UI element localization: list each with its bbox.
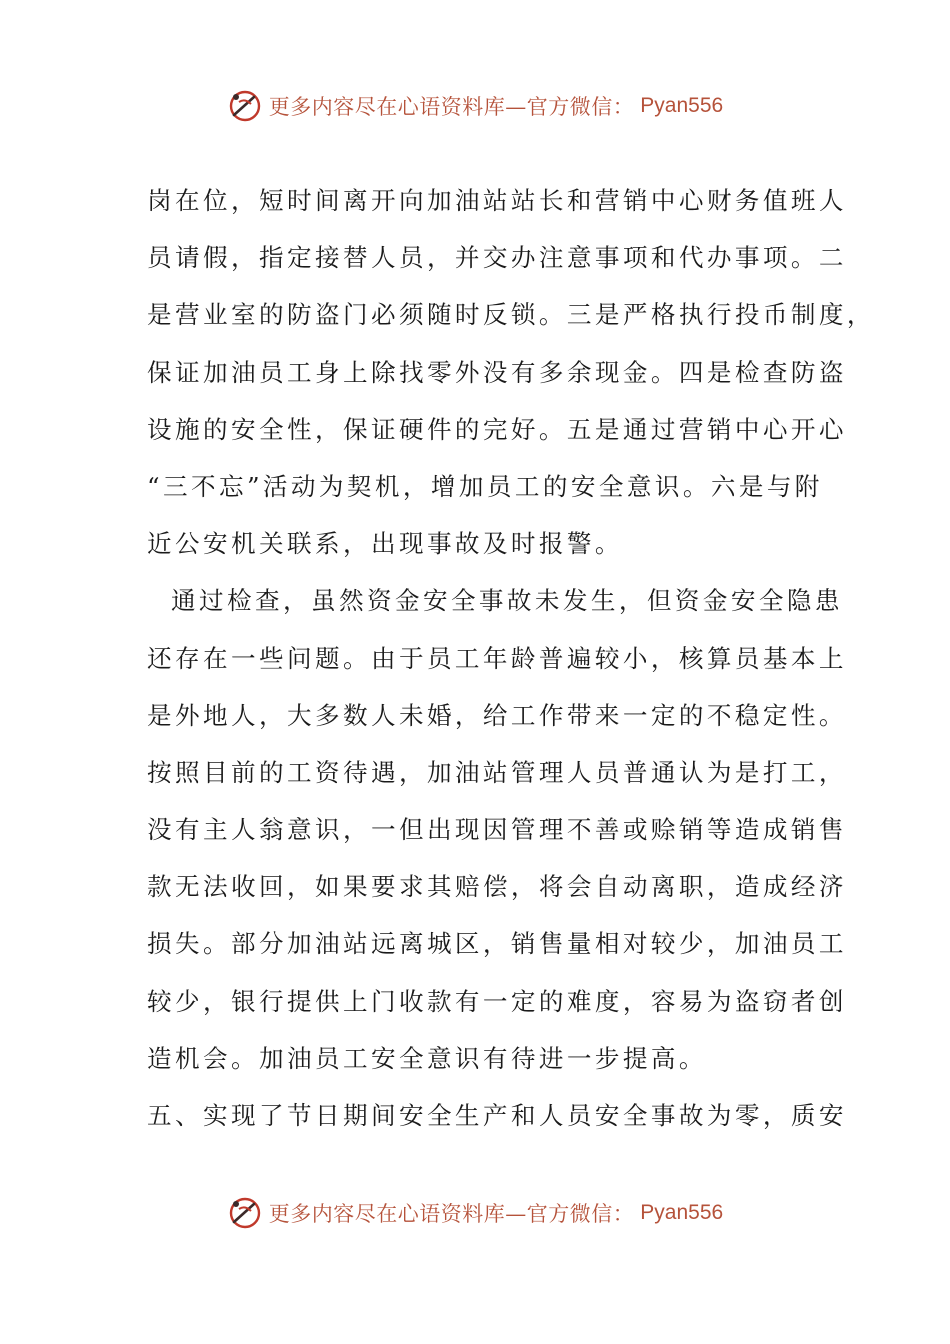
body-line: 没有主人翁意识，一但出现因管理不善或赊销等造成销售 [147,815,847,845]
body-line: 五、实现了节日期间安全生产和人员安全事故为零，质安 [147,1101,847,1130]
body-line: 近公安机关联系，出现事故及时报警。 [147,529,623,559]
body-line: 通过检查，虽然资金安全事故未发生，但资金安全隐患 [171,586,843,616]
body-line: “三不忘”活动为契机，增加员工的安全意识。六是与附 [147,471,823,501]
watermark-text: 更多内容尽在心语资料库—官方微信： [268,95,635,119]
footer-watermark [0,1193,950,1233]
watermark-logo-icon [227,1195,263,1231]
body-line: 按照目前的工资待遇，加油站管理人员普通认为是打工， [147,757,847,787]
body-line: 损失。部分加油站远离城区，销售量相对较少，加油员工 [147,929,847,959]
body-line: 设施的安全性，保证硬件的完好。五是通过营销中心开心 [147,414,847,444]
document-body [147,172,875,1144]
body-line: 岗在位，短时间离开向加油站站长和营销中心财务值班人 [147,186,847,215]
body-line: 较少，银行提供上门收款有一定的难度，容易为盗窃者创 [147,986,847,1016]
watermark-handle: Pyan556 [640,94,724,117]
body-line: 款无法收回，如果要求其赔偿，将会自动离职，造成经济 [147,872,847,902]
watermark-handle: Pyan556 [640,1201,724,1224]
body-line: 还存在一些问题。由于员工年龄普遍较小，核算员基本上 [147,643,847,673]
body-line: 保证加油员工身上除找零外没有多余现金。四是检查防盗 [147,357,847,387]
body-line: 是营业室的防盗门必须随时反锁。三是严格执行投币制度， [147,300,875,330]
body-line: 员请假，指定接替人员，并交办注意事项和代办事项。二 [147,243,847,273]
watermark-logo-icon [227,88,263,124]
watermark-text: 更多内容尽在心语资料库—官方微信： [268,1202,635,1226]
body-line: 造机会。加油员工安全意识有待进一步提高。 [147,1043,707,1073]
body-line: 是外地人，大多数人未婚，给工作带来一定的不稳定性。 [147,700,847,730]
header-watermark [0,86,950,126]
